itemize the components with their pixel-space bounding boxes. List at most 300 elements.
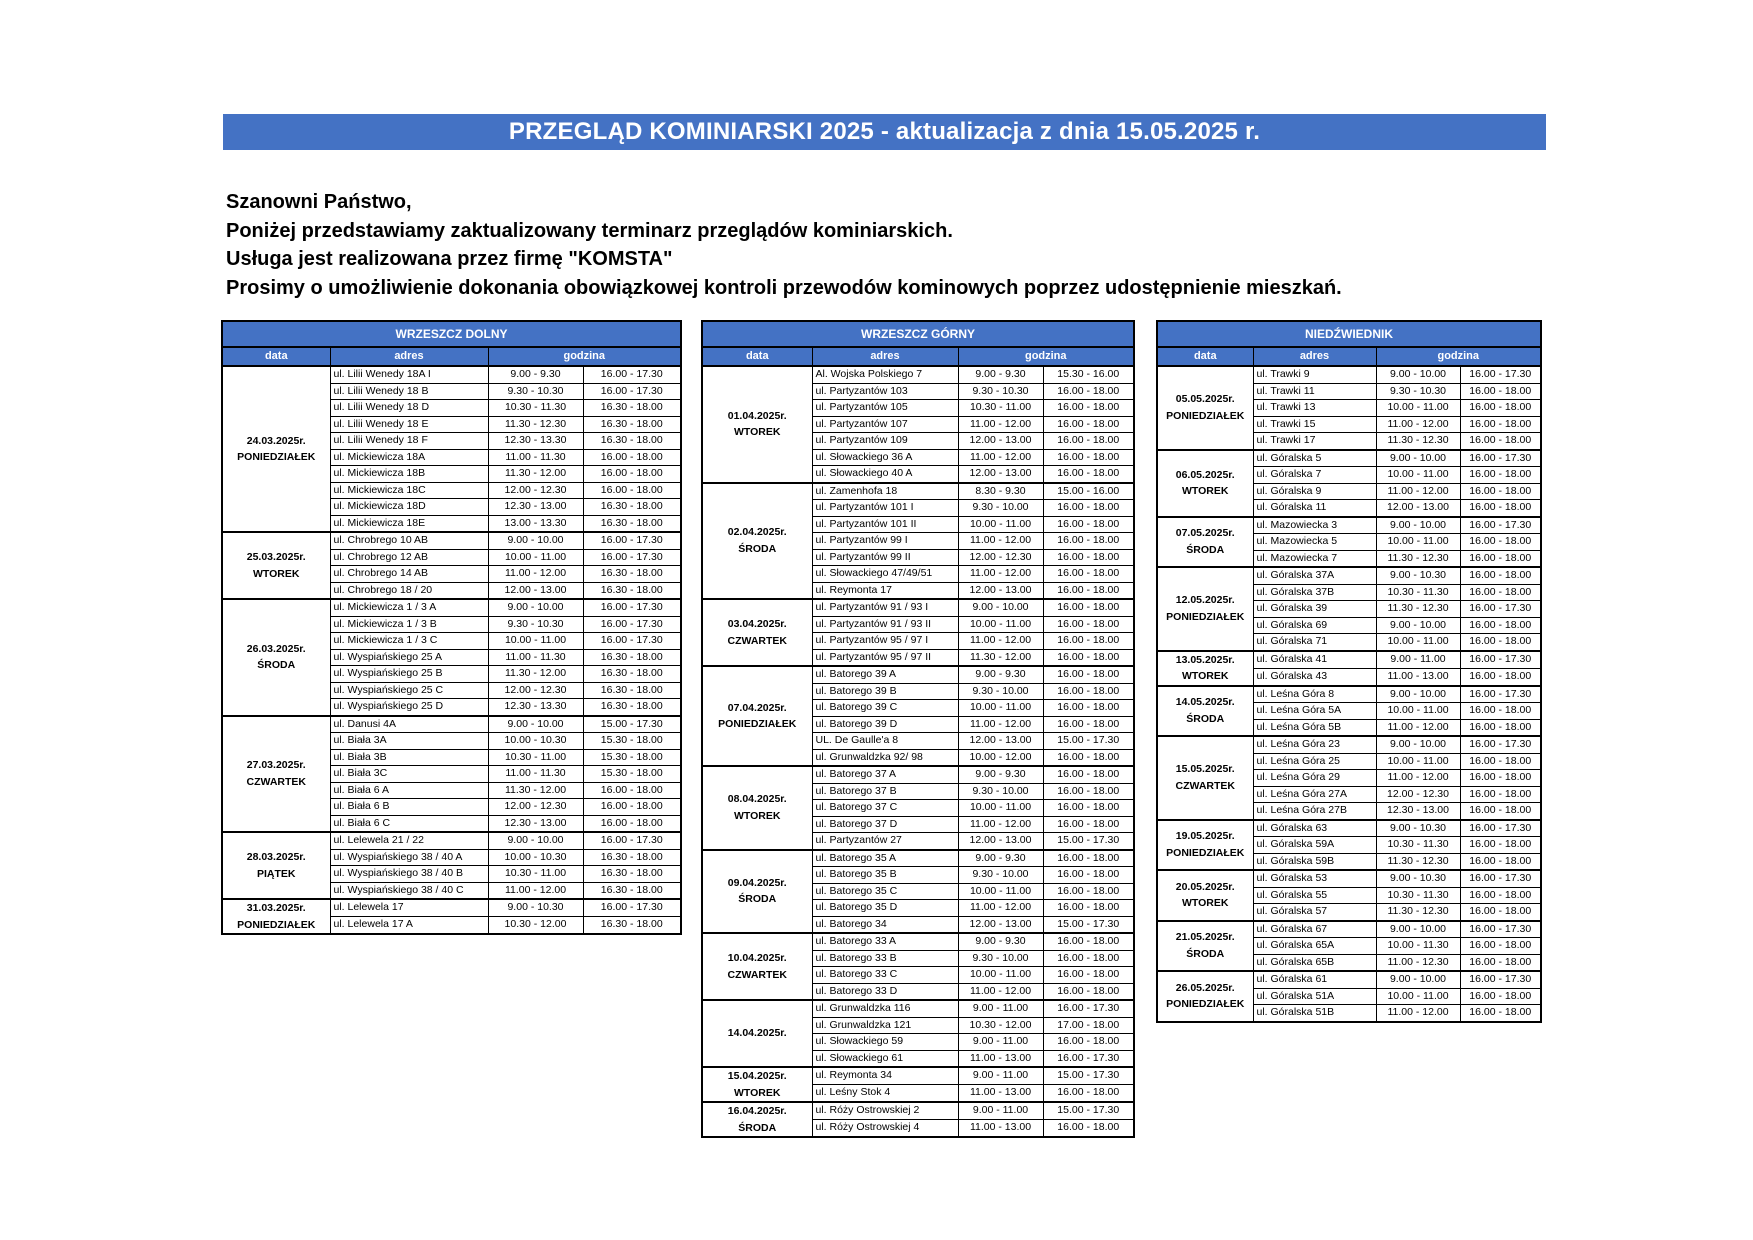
address-cell: ul. Góralska 69: [1253, 617, 1376, 634]
table-row: [702, 483, 1134, 500]
date-label: 12.05.2025r.: [1175, 594, 1235, 607]
morning-time-cell: 12.30 - 13.00: [488, 815, 583, 832]
morning-time-cell: 9.00 - 9.30: [958, 766, 1043, 783]
morning-time-cell: 11.00 - 12.00: [958, 816, 1043, 833]
address-cell: ul. Mickiewicza 1 / 3 A: [330, 599, 488, 616]
morning-time-cell: 10.00 - 10.30: [488, 733, 583, 750]
evening-time-cell: 16.00 - 18.00: [1460, 433, 1541, 450]
morning-time-cell: 9.30 - 10.30: [1376, 383, 1460, 400]
evening-time-cell: 16.00 - 17.30: [1460, 686, 1541, 703]
evening-time-cell: 16.00 - 17.30: [1460, 971, 1541, 988]
address-cell: ul. Batorego 39 B: [812, 683, 958, 700]
date-cell: [702, 933, 812, 1000]
address-cell: ul. Zamenhofa 18: [812, 483, 958, 500]
address-cell: UL. De Gaulle'a 8: [812, 733, 958, 750]
address-cell: ul. Góralska 7: [1253, 467, 1376, 484]
morning-time-cell: 11.00 - 12.00: [1376, 416, 1460, 433]
evening-time-cell: 16.00 - 17.30: [1460, 820, 1541, 837]
address-cell: ul. Leśna Góra 27A: [1253, 786, 1376, 803]
evening-time-cell: 16.00 - 18.00: [1043, 867, 1134, 884]
address-cell: ul. Batorego 37 B: [812, 783, 958, 800]
weekday-label: PONIEDZIAŁEK: [1166, 409, 1245, 422]
address-cell: ul. Góralska 65B: [1253, 954, 1376, 971]
evening-time-cell: 16.00 - 18.00: [1460, 668, 1541, 686]
weekday-label: CZWARTEK: [1175, 779, 1235, 792]
morning-time-cell: 12.00 - 13.00: [488, 582, 583, 599]
weekday-label: ŚRODA: [1186, 712, 1225, 725]
address-cell: ul. Lilii Wenedy 18 D: [330, 400, 488, 417]
morning-time-cell: 11.30 - 12.30: [1376, 550, 1460, 567]
schedule-table-wrzeszcz-dolny: [221, 320, 682, 935]
address-cell: ul. Leśna Góra 5B: [1253, 719, 1376, 736]
evening-time-cell: 16.30 - 18.00: [583, 917, 681, 935]
evening-time-cell: 16.00 - 18.00: [1460, 954, 1541, 971]
table-row: [1157, 517, 1541, 534]
address-cell: ul. Trawki 15: [1253, 416, 1376, 433]
address-cell: ul. Batorego 39 A: [812, 666, 958, 683]
address-cell: ul. Góralska 51B: [1253, 1005, 1376, 1022]
date-label: 21.05.2025r.: [1175, 931, 1235, 944]
address-cell: ul. Mickiewicza 1 / 3 C: [330, 633, 488, 650]
morning-time-cell: 10.00 - 11.00: [1376, 703, 1460, 720]
date-label: 02.04.2025r.: [727, 526, 787, 539]
evening-time-cell: 16.00 - 18.00: [1043, 1034, 1134, 1051]
col-header-date: data: [1157, 347, 1253, 366]
intro-line: Szanowni Państwo,: [226, 191, 412, 213]
address-cell: ul. Mickiewicza 18C: [330, 482, 488, 499]
evening-time-cell: 16.30 - 18.00: [583, 499, 681, 516]
address-cell: ul. Reymonta 34: [812, 1067, 958, 1085]
evening-time-cell: 16.00 - 17.30: [583, 832, 681, 849]
intro-line: Poniżej przedstawiamy zaktualizowany terminarz przeglądów kominiarskich.: [226, 219, 953, 242]
evening-time-cell: 16.00 - 18.00: [1460, 938, 1541, 955]
morning-time-cell: 9.00 - 9.30: [958, 850, 1043, 867]
morning-time-cell: 11.00 - 12.00: [1376, 770, 1460, 787]
morning-time-cell: 12.00 - 13.00: [958, 733, 1043, 750]
address-cell: ul. Mickiewicza 18D: [330, 499, 488, 516]
morning-time-cell: 10.00 - 11.00: [1376, 534, 1460, 551]
morning-time-cell: 9.00 - 10.00: [1376, 617, 1460, 634]
address-cell: ul. Róży Ostrowskiej 2: [812, 1102, 958, 1120]
evening-time-cell: 16.00 - 18.00: [1043, 582, 1134, 599]
weekday-label: WTOREK: [734, 809, 781, 822]
weekday-label: PONIEDZIAŁEK: [1166, 998, 1245, 1011]
morning-time-cell: 11.00 - 13.00: [958, 1085, 1043, 1103]
table-row: [1157, 450, 1541, 467]
morning-time-cell: 9.00 - 10.00: [1376, 450, 1460, 467]
morning-time-cell: 8.30 - 9.30: [958, 483, 1043, 500]
address-cell: ul. Góralska 41: [1253, 651, 1376, 669]
address-cell: ul. Partyzantów 101 II: [812, 516, 958, 533]
morning-time-cell: 10.00 - 11.00: [1376, 988, 1460, 1005]
evening-time-cell: 16.00 - 18.00: [1043, 700, 1134, 717]
evening-time-cell: 16.00 - 18.00: [1460, 383, 1541, 400]
evening-time-cell: 16.00 - 18.00: [1043, 433, 1134, 450]
evening-time-cell: 16.00 - 18.00: [1043, 633, 1134, 650]
schedule-table-wrzeszcz-gorny: [701, 320, 1135, 1138]
date-cell: [1157, 820, 1253, 871]
table-row: [222, 366, 681, 383]
date-cell: [222, 716, 330, 833]
evening-time-cell: 16.00 - 18.00: [1043, 1120, 1134, 1138]
date-cell: [1157, 971, 1253, 1022]
morning-time-cell: 9.00 - 10.00: [488, 532, 583, 549]
date-cell: [702, 1067, 812, 1102]
table-row: [1157, 686, 1541, 703]
weekday-label: WTOREK: [1182, 670, 1229, 682]
morning-time-cell: 9.00 - 9.30: [488, 366, 583, 383]
address-cell: ul. Mazowiecka 5: [1253, 534, 1376, 551]
address-cell: ul. Góralska 67: [1253, 921, 1376, 938]
col-header-time: godzina: [1376, 347, 1541, 366]
morning-time-cell: 11.00 - 12.00: [958, 416, 1043, 433]
address-cell: ul. Batorego 33 C: [812, 967, 958, 984]
morning-time-cell: 10.30 - 12.00: [488, 917, 583, 935]
address-cell: ul. Partyzantów 91 / 93 I: [812, 599, 958, 616]
address-cell: ul. Góralska 37A: [1253, 567, 1376, 584]
address-cell: ul. Mickiewicza 18E: [330, 515, 488, 532]
address-cell: ul. Partyzantów 109: [812, 433, 958, 450]
morning-time-cell: 9.30 - 10.00: [958, 867, 1043, 884]
address-cell: ul. Góralska 53: [1253, 870, 1376, 887]
evening-time-cell: 16.30 - 18.00: [583, 649, 681, 666]
evening-time-cell: 16.00 - 18.00: [1460, 753, 1541, 770]
address-cell: ul. Wyspiańskiego 25 A: [330, 649, 488, 666]
date-label: 31.03.2025r.: [246, 902, 306, 914]
address-cell: ul. Batorego 39 C: [812, 700, 958, 717]
morning-time-cell: 10.00 - 11.00: [1376, 753, 1460, 770]
evening-time-cell: 16.00 - 17.30: [1043, 1050, 1134, 1067]
address-cell: ul. Partyzantów 101 I: [812, 500, 958, 517]
address-cell: ul. Róży Ostrowskiej 4: [812, 1120, 958, 1138]
evening-time-cell: 16.00 - 18.00: [1043, 783, 1134, 800]
address-cell: ul. Słowackiego 47/49/51: [812, 566, 958, 583]
address-cell: ul. Góralska 37B: [1253, 584, 1376, 601]
morning-time-cell: 11.00 - 12.00: [1376, 1005, 1460, 1022]
evening-time-cell: 16.00 - 17.30: [583, 383, 681, 400]
date-label: 10.04.2025r.: [727, 952, 787, 964]
address-cell: ul. Partyzantów 107: [812, 416, 958, 433]
date-cell: [222, 899, 330, 934]
evening-time-cell: 16.00 - 18.00: [1043, 850, 1134, 867]
date-label: 26.03.2025r.: [246, 642, 306, 655]
evening-time-cell: 15.00 - 17.30: [1043, 1067, 1134, 1085]
evening-time-cell: 16.30 - 18.00: [583, 582, 681, 599]
evening-time-cell: 16.00 - 18.00: [1043, 683, 1134, 700]
morning-time-cell: 11.00 - 11.30: [488, 649, 583, 666]
address-cell: ul. Wyspiańskiego 25 D: [330, 699, 488, 716]
morning-time-cell: 12.30 - 13.30: [488, 699, 583, 716]
evening-time-cell: 16.00 - 17.30: [1460, 601, 1541, 618]
address-cell: ul. Lelewela 17 A: [330, 917, 488, 935]
address-cell: ul. Słowackiego 59: [812, 1034, 958, 1051]
morning-time-cell: 10.00 - 11.00: [958, 800, 1043, 817]
date-label: 05.05.2025r.: [1175, 393, 1235, 406]
region-header: WRZESZCZ GÓRNY: [702, 321, 1134, 347]
date-label: 08.04.2025r.: [727, 793, 787, 806]
col-header-time: godzina: [488, 347, 681, 366]
evening-time-cell: 16.00 - 17.30: [1460, 450, 1541, 467]
date-label: 09.04.2025r.: [727, 876, 787, 889]
morning-time-cell: 10.00 - 11.00: [1376, 400, 1460, 417]
address-cell: ul. Batorego 35 D: [812, 900, 958, 917]
address-cell: ul. Góralska 59B: [1253, 853, 1376, 870]
evening-time-cell: 16.30 - 18.00: [583, 682, 681, 699]
evening-time-cell: 16.00 - 18.00: [1043, 816, 1134, 833]
address-cell: ul. Biała 3A: [330, 733, 488, 750]
evening-time-cell: 16.00 - 17.30: [1460, 366, 1541, 383]
date-cell: [222, 366, 330, 532]
date-label: 07.05.2025r.: [1175, 527, 1235, 540]
evening-time-cell: 16.00 - 18.00: [1460, 887, 1541, 904]
address-cell: ul. Lilii Wenedy 18 E: [330, 416, 488, 433]
address-cell: ul. Mickiewicza 1 / 3 B: [330, 616, 488, 633]
morning-time-cell: 12.00 - 13.00: [1376, 500, 1460, 517]
evening-time-cell: 16.00 - 18.00: [583, 466, 681, 483]
morning-time-cell: 10.30 - 11.30: [488, 400, 583, 417]
evening-time-cell: 16.00 - 18.00: [1460, 416, 1541, 433]
evening-time-cell: 16.00 - 18.00: [1460, 988, 1541, 1005]
morning-time-cell: 10.00 - 11.00: [488, 549, 583, 566]
evening-time-cell: 16.30 - 18.00: [583, 882, 681, 899]
address-cell: ul. Góralska 61: [1253, 971, 1376, 988]
table-row: [702, 933, 1134, 950]
morning-time-cell: 9.00 - 10.30: [1376, 820, 1460, 837]
address-cell: ul. Batorego 37 C: [812, 800, 958, 817]
evening-time-cell: 15.00 - 17.30: [583, 716, 681, 733]
address-cell: ul. Wyspiańskiego 38 / 40 A: [330, 849, 488, 866]
evening-time-cell: 16.00 - 18.00: [1043, 549, 1134, 566]
date-cell: [222, 599, 330, 716]
evening-time-cell: 16.00 - 18.00: [1460, 837, 1541, 854]
address-cell: ul. Partyzantów 105: [812, 400, 958, 417]
table-row: [702, 1000, 1134, 1017]
intro-line: Usługa jest realizowana przez firmę "KOMSTA": [226, 248, 673, 270]
address-cell: ul. Partyzantów 91 / 93 II: [812, 616, 958, 633]
evening-time-cell: 16.00 - 18.00: [1043, 883, 1134, 900]
address-cell: ul. Trawki 11: [1253, 383, 1376, 400]
morning-time-cell: 9.00 - 10.00: [1376, 517, 1460, 534]
evening-time-cell: 16.00 - 18.00: [1043, 967, 1134, 984]
morning-time-cell: 12.00 - 12.30: [488, 482, 583, 499]
date-cell: [702, 1000, 812, 1067]
date-cell: [702, 483, 812, 600]
weekday-label: PONIEDZIAŁEK: [718, 718, 797, 730]
morning-time-cell: 11.00 - 13.00: [958, 1050, 1043, 1067]
evening-time-cell: 16.00 - 18.00: [1460, 500, 1541, 517]
evening-time-cell: 16.30 - 18.00: [583, 566, 681, 583]
morning-time-cell: 11.00 - 12.00: [488, 566, 583, 583]
table-row: [1157, 366, 1541, 383]
address-cell: ul. Batorego 35 A: [812, 850, 958, 867]
evening-time-cell: 16.00 - 18.00: [1043, 766, 1134, 783]
date-cell: [702, 666, 812, 766]
weekday-label: ŚRODA: [1186, 947, 1225, 960]
evening-time-cell: 16.00 - 18.00: [1460, 534, 1541, 551]
col-header-address: adres: [1253, 347, 1376, 366]
morning-time-cell: 9.30 - 10.00: [958, 950, 1043, 967]
address-cell: ul. Batorego 39 D: [812, 716, 958, 733]
evening-time-cell: 15.00 - 16.00: [1043, 483, 1134, 500]
evening-time-cell: 16.00 - 17.30: [583, 599, 681, 616]
evening-time-cell: 16.00 - 17.30: [583, 633, 681, 650]
weekday-label: ŚRODA: [738, 542, 777, 555]
evening-time-cell: 16.00 - 18.00: [1460, 803, 1541, 820]
evening-time-cell: 16.00 - 17.30: [1460, 517, 1541, 534]
morning-time-cell: 10.00 - 12.00: [958, 749, 1043, 766]
date-cell: [702, 599, 812, 666]
morning-time-cell: 12.30 - 13.30: [488, 433, 583, 450]
evening-time-cell: 16.00 - 18.00: [1043, 649, 1134, 666]
evening-time-cell: 16.00 - 18.00: [1460, 550, 1541, 567]
date-label: 25.03.2025r.: [246, 551, 306, 563]
date-cell: [702, 766, 812, 850]
morning-time-cell: 12.00 - 13.00: [958, 582, 1043, 599]
evening-time-cell: 16.00 - 17.30: [583, 532, 681, 549]
evening-time-cell: 16.30 - 18.00: [583, 515, 681, 532]
address-cell: ul. Góralska 51A: [1253, 988, 1376, 1005]
morning-time-cell: 12.00 - 13.00: [958, 916, 1043, 933]
morning-time-cell: 10.30 - 11.30: [1376, 837, 1460, 854]
evening-time-cell: 16.00 - 18.00: [1460, 904, 1541, 921]
evening-time-cell: 16.00 - 18.00: [1460, 617, 1541, 634]
address-cell: ul. Słowackiego 36 A: [812, 449, 958, 466]
weekday-label: PONIEDZIAŁEK: [1166, 610, 1245, 623]
morning-time-cell: 10.00 - 11.00: [958, 616, 1043, 633]
table-row: [1157, 921, 1541, 938]
evening-time-cell: 16.00 - 17.30: [583, 616, 681, 633]
date-cell: [1157, 567, 1253, 651]
evening-time-cell: 16.00 - 18.00: [583, 449, 681, 466]
morning-time-cell: 9.00 - 11.00: [958, 1102, 1043, 1120]
table-row: [1157, 971, 1541, 988]
weekday-label: ŚRODA: [738, 893, 777, 906]
weekday-label: CZWARTEK: [246, 775, 306, 788]
address-cell: ul. Leśna Góra 8: [1253, 686, 1376, 703]
col-header-date: data: [702, 347, 812, 366]
address-cell: ul. Lelewela 21 / 22: [330, 832, 488, 849]
address-cell: ul. Partyzantów 95 / 97 II: [812, 649, 958, 666]
morning-time-cell: 9.00 - 10.00: [1376, 736, 1460, 753]
col-header-time: godzina: [958, 347, 1134, 366]
evening-time-cell: 16.00 - 18.00: [1043, 616, 1134, 633]
morning-time-cell: 12.30 - 13.00: [488, 499, 583, 516]
intro-text: [226, 188, 1626, 302]
morning-time-cell: 9.00 - 10.30: [488, 899, 583, 917]
morning-time-cell: 12.00 - 12.30: [488, 682, 583, 699]
morning-time-cell: 11.00 - 12.00: [958, 533, 1043, 550]
address-cell: ul. Mazowiecka 7: [1253, 550, 1376, 567]
morning-time-cell: 9.00 - 11.00: [1376, 651, 1460, 669]
address-cell: ul. Grunwaldzka 121: [812, 1017, 958, 1034]
address-cell: ul. Góralska 59A: [1253, 837, 1376, 854]
evening-time-cell: 16.00 - 17.30: [1460, 651, 1541, 669]
morning-time-cell: 11.00 - 12.00: [958, 449, 1043, 466]
col-header-address: adres: [812, 347, 958, 366]
morning-time-cell: 11.30 - 12.00: [488, 782, 583, 799]
date-label: 03.04.2025r.: [727, 618, 787, 630]
morning-time-cell: 9.00 - 11.00: [958, 1067, 1043, 1085]
morning-time-cell: 10.00 - 11.30: [1376, 938, 1460, 955]
address-cell: ul. Góralska 65A: [1253, 938, 1376, 955]
evening-time-cell: 16.00 - 17.30: [1460, 921, 1541, 938]
evening-time-cell: 16.00 - 18.00: [1460, 703, 1541, 720]
address-cell: ul. Lelewela 17: [330, 899, 488, 917]
evening-time-cell: 16.00 - 18.00: [1043, 566, 1134, 583]
morning-time-cell: 11.00 - 13.00: [958, 1120, 1043, 1138]
morning-time-cell: 11.30 - 12.00: [488, 666, 583, 683]
weekday-label: ŚRODA: [1186, 543, 1225, 556]
address-cell: ul. Biała 3B: [330, 749, 488, 766]
table-row: [1157, 651, 1541, 669]
morning-time-cell: 9.00 - 9.30: [958, 933, 1043, 950]
morning-time-cell: 10.30 - 11.30: [1376, 584, 1460, 601]
weekday-label: PONIEDZIAŁEK: [1166, 846, 1245, 859]
address-cell: ul. Góralska 39: [1253, 601, 1376, 618]
evening-time-cell: 16.00 - 18.00: [1043, 516, 1134, 533]
address-cell: Al. Wojska Polskiego 7: [812, 366, 958, 383]
weekday-label: WTOREK: [734, 426, 781, 439]
evening-time-cell: 16.00 - 18.00: [1043, 983, 1134, 1000]
morning-time-cell: 10.30 - 12.00: [958, 1017, 1043, 1034]
evening-time-cell: 16.00 - 18.00: [1460, 467, 1541, 484]
morning-time-cell: 11.00 - 12.00: [1376, 483, 1460, 500]
evening-time-cell: 16.00 - 18.00: [1460, 719, 1541, 736]
table-row: [1157, 820, 1541, 837]
morning-time-cell: 9.00 - 10.00: [958, 599, 1043, 616]
date-label: 14.05.2025r.: [1175, 696, 1235, 709]
table-row: [702, 599, 1134, 616]
morning-time-cell: 9.00 - 9.30: [958, 366, 1043, 383]
morning-time-cell: 10.00 - 11.00: [958, 516, 1043, 533]
evening-time-cell: 16.00 - 17.30: [1460, 870, 1541, 887]
morning-time-cell: 11.30 - 12.30: [1376, 601, 1460, 618]
evening-time-cell: 16.00 - 18.00: [583, 799, 681, 816]
table-row: [1157, 736, 1541, 753]
evening-time-cell: 16.00 - 18.00: [1043, 599, 1134, 616]
morning-time-cell: 9.00 - 10.00: [1376, 686, 1460, 703]
address-cell: ul. Wyspiańskiego 38 / 40 B: [330, 866, 488, 883]
date-cell: [1157, 651, 1253, 686]
address-cell: ul. Góralska 55: [1253, 887, 1376, 904]
morning-time-cell: 9.00 - 11.00: [958, 1034, 1043, 1051]
weekday-label: CZWARTEK: [727, 634, 787, 647]
morning-time-cell: 10.30 - 11.00: [958, 400, 1043, 417]
morning-time-cell: 11.00 - 11.30: [488, 449, 583, 466]
address-cell: ul. Mickiewicza 18A: [330, 449, 488, 466]
table-row: [702, 366, 1134, 383]
morning-time-cell: 11.00 - 12.30: [1376, 954, 1460, 971]
morning-time-cell: 11.30 - 12.30: [1376, 904, 1460, 921]
evening-time-cell: 15.00 - 17.30: [1043, 1102, 1134, 1120]
region-header: NIEDŹWIEDNIK: [1157, 321, 1541, 347]
address-cell: ul. Lilii Wenedy 18 B: [330, 383, 488, 400]
address-cell: ul. Wyspiańskiego 25 C: [330, 682, 488, 699]
morning-time-cell: 9.00 - 10.30: [1376, 567, 1460, 584]
evening-time-cell: 16.00 - 18.00: [1043, 950, 1134, 967]
table-row: [1157, 567, 1541, 584]
region-header: WRZESZCZ DOLNY: [222, 321, 681, 347]
evening-time-cell: 16.00 - 18.00: [1460, 634, 1541, 651]
page-title: PRZEGLĄD KOMINIARSKI 2025 - aktualizacja z dnia 15.05.2025 r.: [223, 114, 1546, 150]
morning-time-cell: 11.00 - 13.00: [1376, 668, 1460, 686]
morning-time-cell: 9.00 - 10.00: [488, 832, 583, 849]
date-label: 27.03.2025r.: [246, 759, 306, 772]
address-cell: ul. Leśna Góra 5A: [1253, 703, 1376, 720]
address-cell: ul. Danusi 4A: [330, 716, 488, 733]
address-cell: ul. Góralska 9: [1253, 483, 1376, 500]
evening-time-cell: 16.00 - 18.00: [583, 782, 681, 799]
